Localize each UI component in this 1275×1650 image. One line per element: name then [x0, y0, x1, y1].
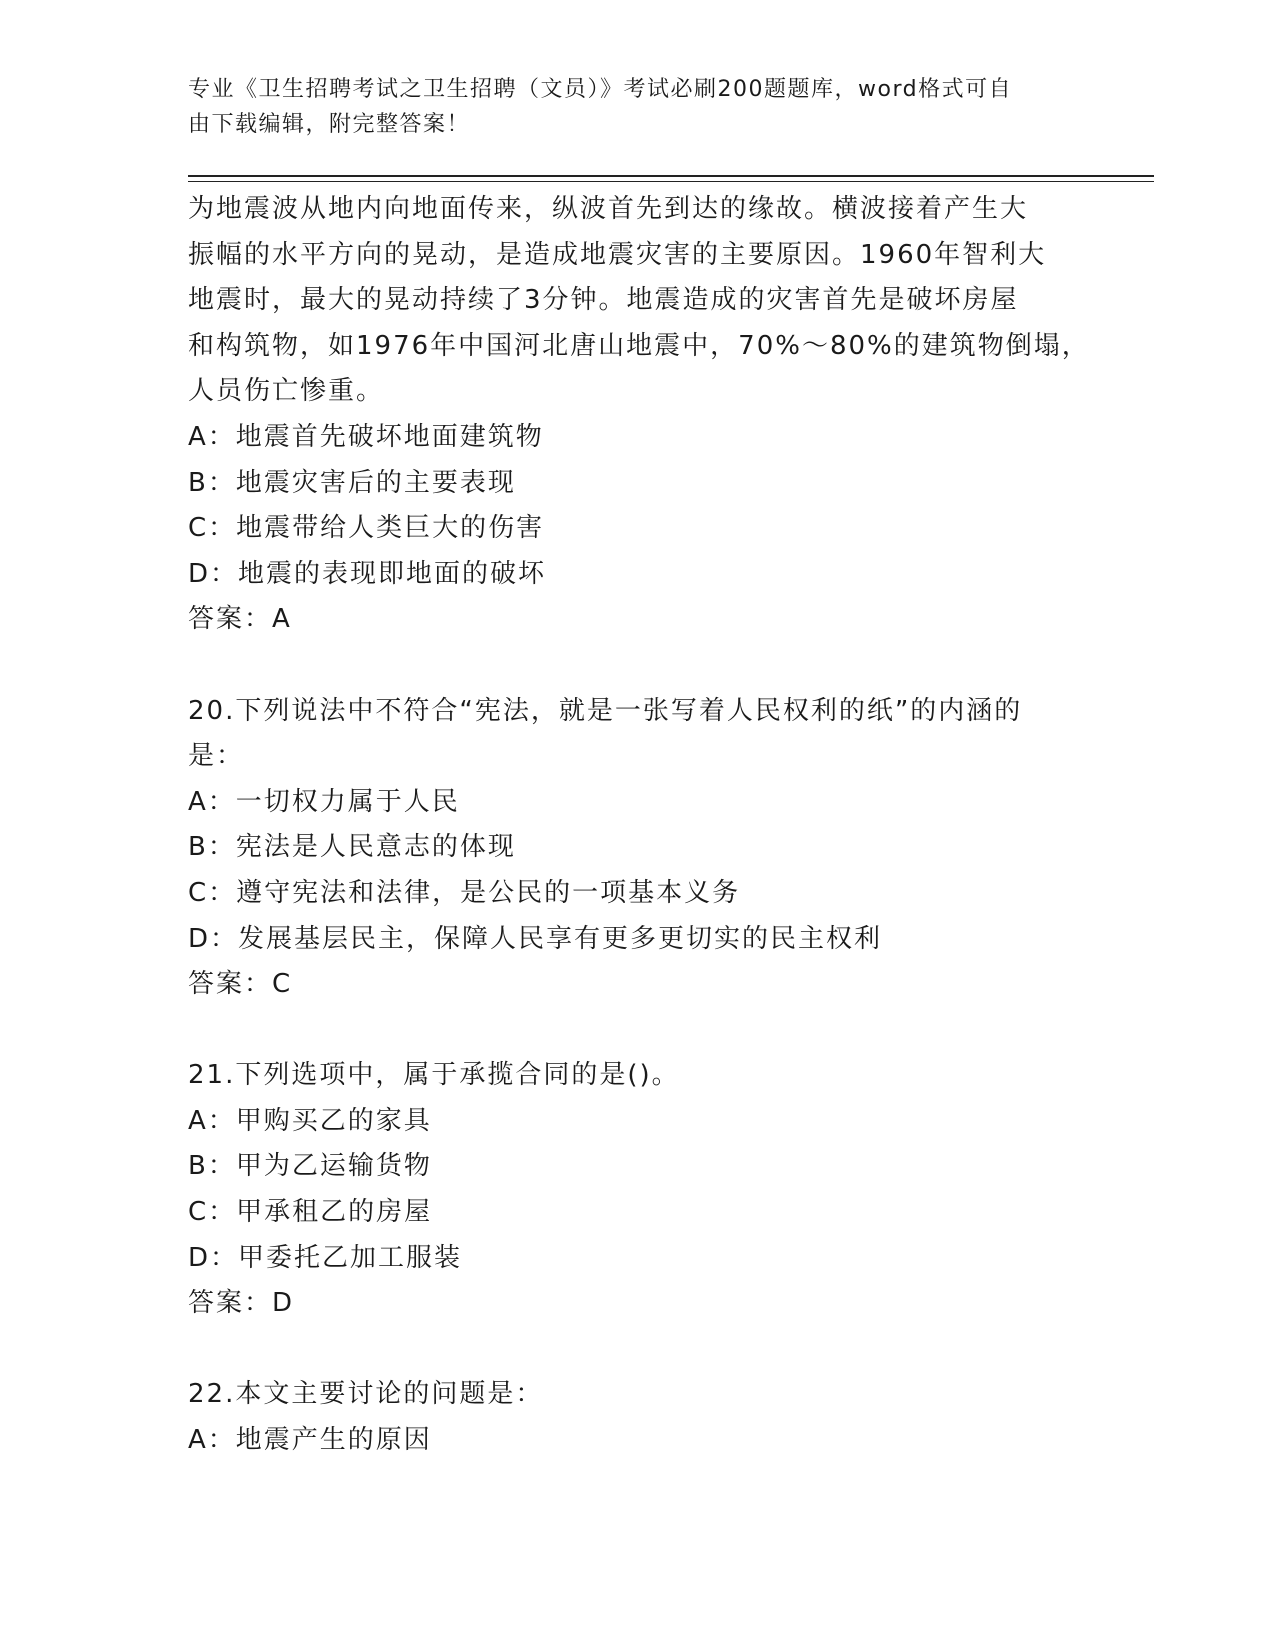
- passage: [188, 187, 1108, 415]
- option-b: B：地震灾害后的主要表现: [188, 467, 516, 498]
- header-divider: [188, 175, 1154, 177]
- spacer: [188, 1008, 1108, 1054]
- option-d: D：甲委托乙加工服装: [188, 1242, 463, 1273]
- option-b: B：宪法是人民意志的体现: [188, 832, 516, 863]
- option-c: C：地震带给人类巨大的伤害: [188, 513, 545, 544]
- question-21: [188, 1053, 1108, 1327]
- question-text: 21.下列选项中，属于承揽合同的是()。: [188, 1060, 680, 1091]
- option-a: A：地震产生的原因: [188, 1425, 432, 1456]
- question-text: 22.本文主要讨论的问题是：: [188, 1379, 544, 1410]
- option-a: A：一切权力属于人民: [188, 786, 460, 817]
- option-a: A：甲购买乙的家具: [188, 1105, 432, 1136]
- answer: 答案：D: [188, 1288, 295, 1319]
- spacer: [188, 643, 1108, 689]
- passage-line: 地震时，最大的晃动持续了3分钟。地震造成的灾害首先是破坏房屋: [188, 285, 1019, 316]
- passage-line: 人员伤亡惨重。: [188, 376, 385, 407]
- option-a: A：地震首先破坏地面建筑物: [188, 421, 544, 452]
- header-line-2: 由下载编辑，附完整答案！: [188, 112, 471, 137]
- question-text: 20.下列说法中不符合“宪法，就是一张写着人民权利的纸”的内涵的: [188, 695, 1023, 726]
- option-c: C：甲承租乙的房屋: [188, 1197, 433, 1228]
- question-19: [188, 415, 1108, 643]
- question-20: [188, 689, 1108, 1008]
- question-22: [188, 1372, 1108, 1463]
- header-divider-thin: [188, 181, 1154, 182]
- header-line-1: 专业《卫生招聘考试之卫生招聘（文员）》考试必刷200题题库，word格式可自: [188, 77, 1013, 102]
- spacer: [188, 1327, 1108, 1373]
- option-d: D：地震的表现即地面的破坏: [188, 558, 547, 589]
- document-header: [188, 72, 1088, 142]
- option-d: D：发展基层民主，保障人民享有更多更切实的民主权利: [188, 923, 883, 954]
- passage-line: 为地震波从地内向地面传来，纵波首先到达的缘故。横波接着产生大: [188, 194, 1029, 224]
- document-body: [188, 187, 1108, 1464]
- question-text: 是：: [188, 741, 245, 772]
- option-c: C：遵守宪法和法律，是公民的一项基本义务: [188, 877, 741, 908]
- option-b: B：甲为乙运输货物: [188, 1151, 432, 1182]
- passage-line: 和构筑物，如1976年中国河北唐山地震中，70%～80%的建筑物倒塌，: [188, 330, 1090, 361]
- answer: 答案：A: [188, 604, 292, 635]
- answer: 答案：C: [188, 969, 293, 1000]
- passage-line: 振幅的水平方向的晃动，是造成地震灾害的主要原因。1960年智利大: [188, 239, 1047, 270]
